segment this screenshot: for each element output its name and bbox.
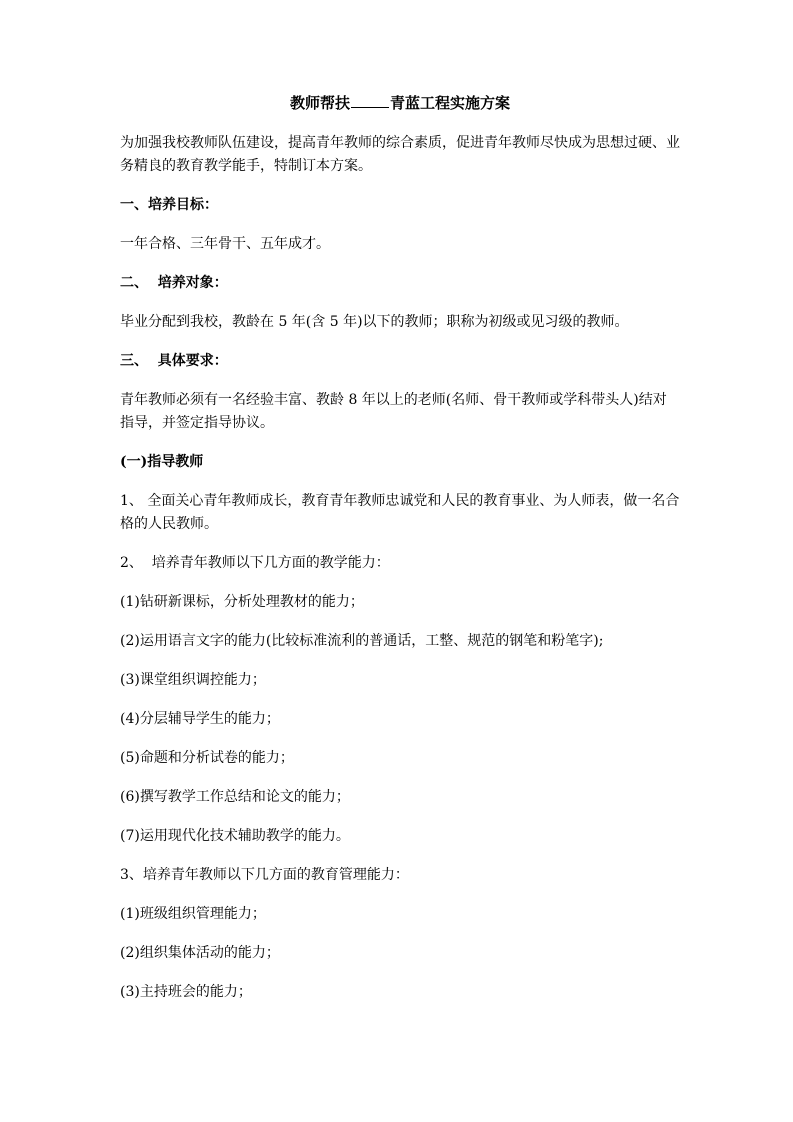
- title-blank-line: [351, 93, 389, 108]
- list-item-2-6: (6)撰写教学工作总结和论文的能力；: [120, 789, 350, 805]
- list-item-2-5: (5)命题和分析试卷的能力；: [120, 750, 294, 766]
- list-item-2: 2、 培养青年教师以下几方面的教学能力：: [120, 555, 390, 571]
- list-item-2-7: (7)运用现代化技术辅助教学的能力。: [120, 828, 350, 844]
- subsection1-heading: (一)指导教师: [120, 454, 204, 470]
- section1-text: 一年合格、三年骨干、五年成才。: [120, 236, 330, 252]
- section3-heading: 三、 具体要求：: [120, 353, 228, 369]
- document-title: [120, 92, 680, 114]
- list-item-3-2: (2)组织集体活动的能力；: [120, 945, 280, 961]
- section3-text: 青年教师必须有一名经验丰富、教龄 8 年以上的老师(名师、骨干教师或学科带头人)结对指导，并签定指导协议。: [120, 392, 667, 431]
- list-item-3-1: (1)班级组织管理能力；: [120, 906, 266, 922]
- title-left: 教师帮扶: [289, 94, 350, 112]
- list-item-1: 1、 全面关心青年教师成长，教育青年教师忠诚党和人民的教育事业、为人师表，做一名合格的人民教师。: [120, 493, 680, 532]
- section1-heading: 一、培养目标：: [120, 197, 218, 213]
- intro-paragraph: 为加强我校教师队伍建设，提高青年教师的综合素质，促进青年教师尽快成为思想过硬、业务精良的教育教学能手，特制订本方案。: [120, 135, 680, 174]
- list-item-2-4: (4)分层辅导学生的能力；: [120, 711, 280, 727]
- section2-text: 毕业分配到我校，教龄在 5 年(含 5 年)以下的教师；职称为初级或见习级的教师。: [120, 314, 629, 330]
- list-item-2-2: (2)运用语言文字的能力(比较标准流利的普通话，工整、规范的钢笔和粉笔字);: [120, 633, 604, 649]
- list-item-3: 3、培养青年教师以下几方面的教育管理能力：: [120, 867, 409, 883]
- title-right: 青蓝工程实施方案: [390, 94, 511, 112]
- list-item-3-3: (3)主持班会的能力；: [120, 984, 252, 1000]
- section2-heading: 二、 培养对象：: [120, 275, 228, 291]
- document-body: [120, 92, 680, 1020]
- list-item-2-3: (3)课堂组织调控能力；: [120, 672, 266, 688]
- list-item-2-1: (1)钻研新课标，分析处理教材的能力；: [120, 594, 364, 610]
